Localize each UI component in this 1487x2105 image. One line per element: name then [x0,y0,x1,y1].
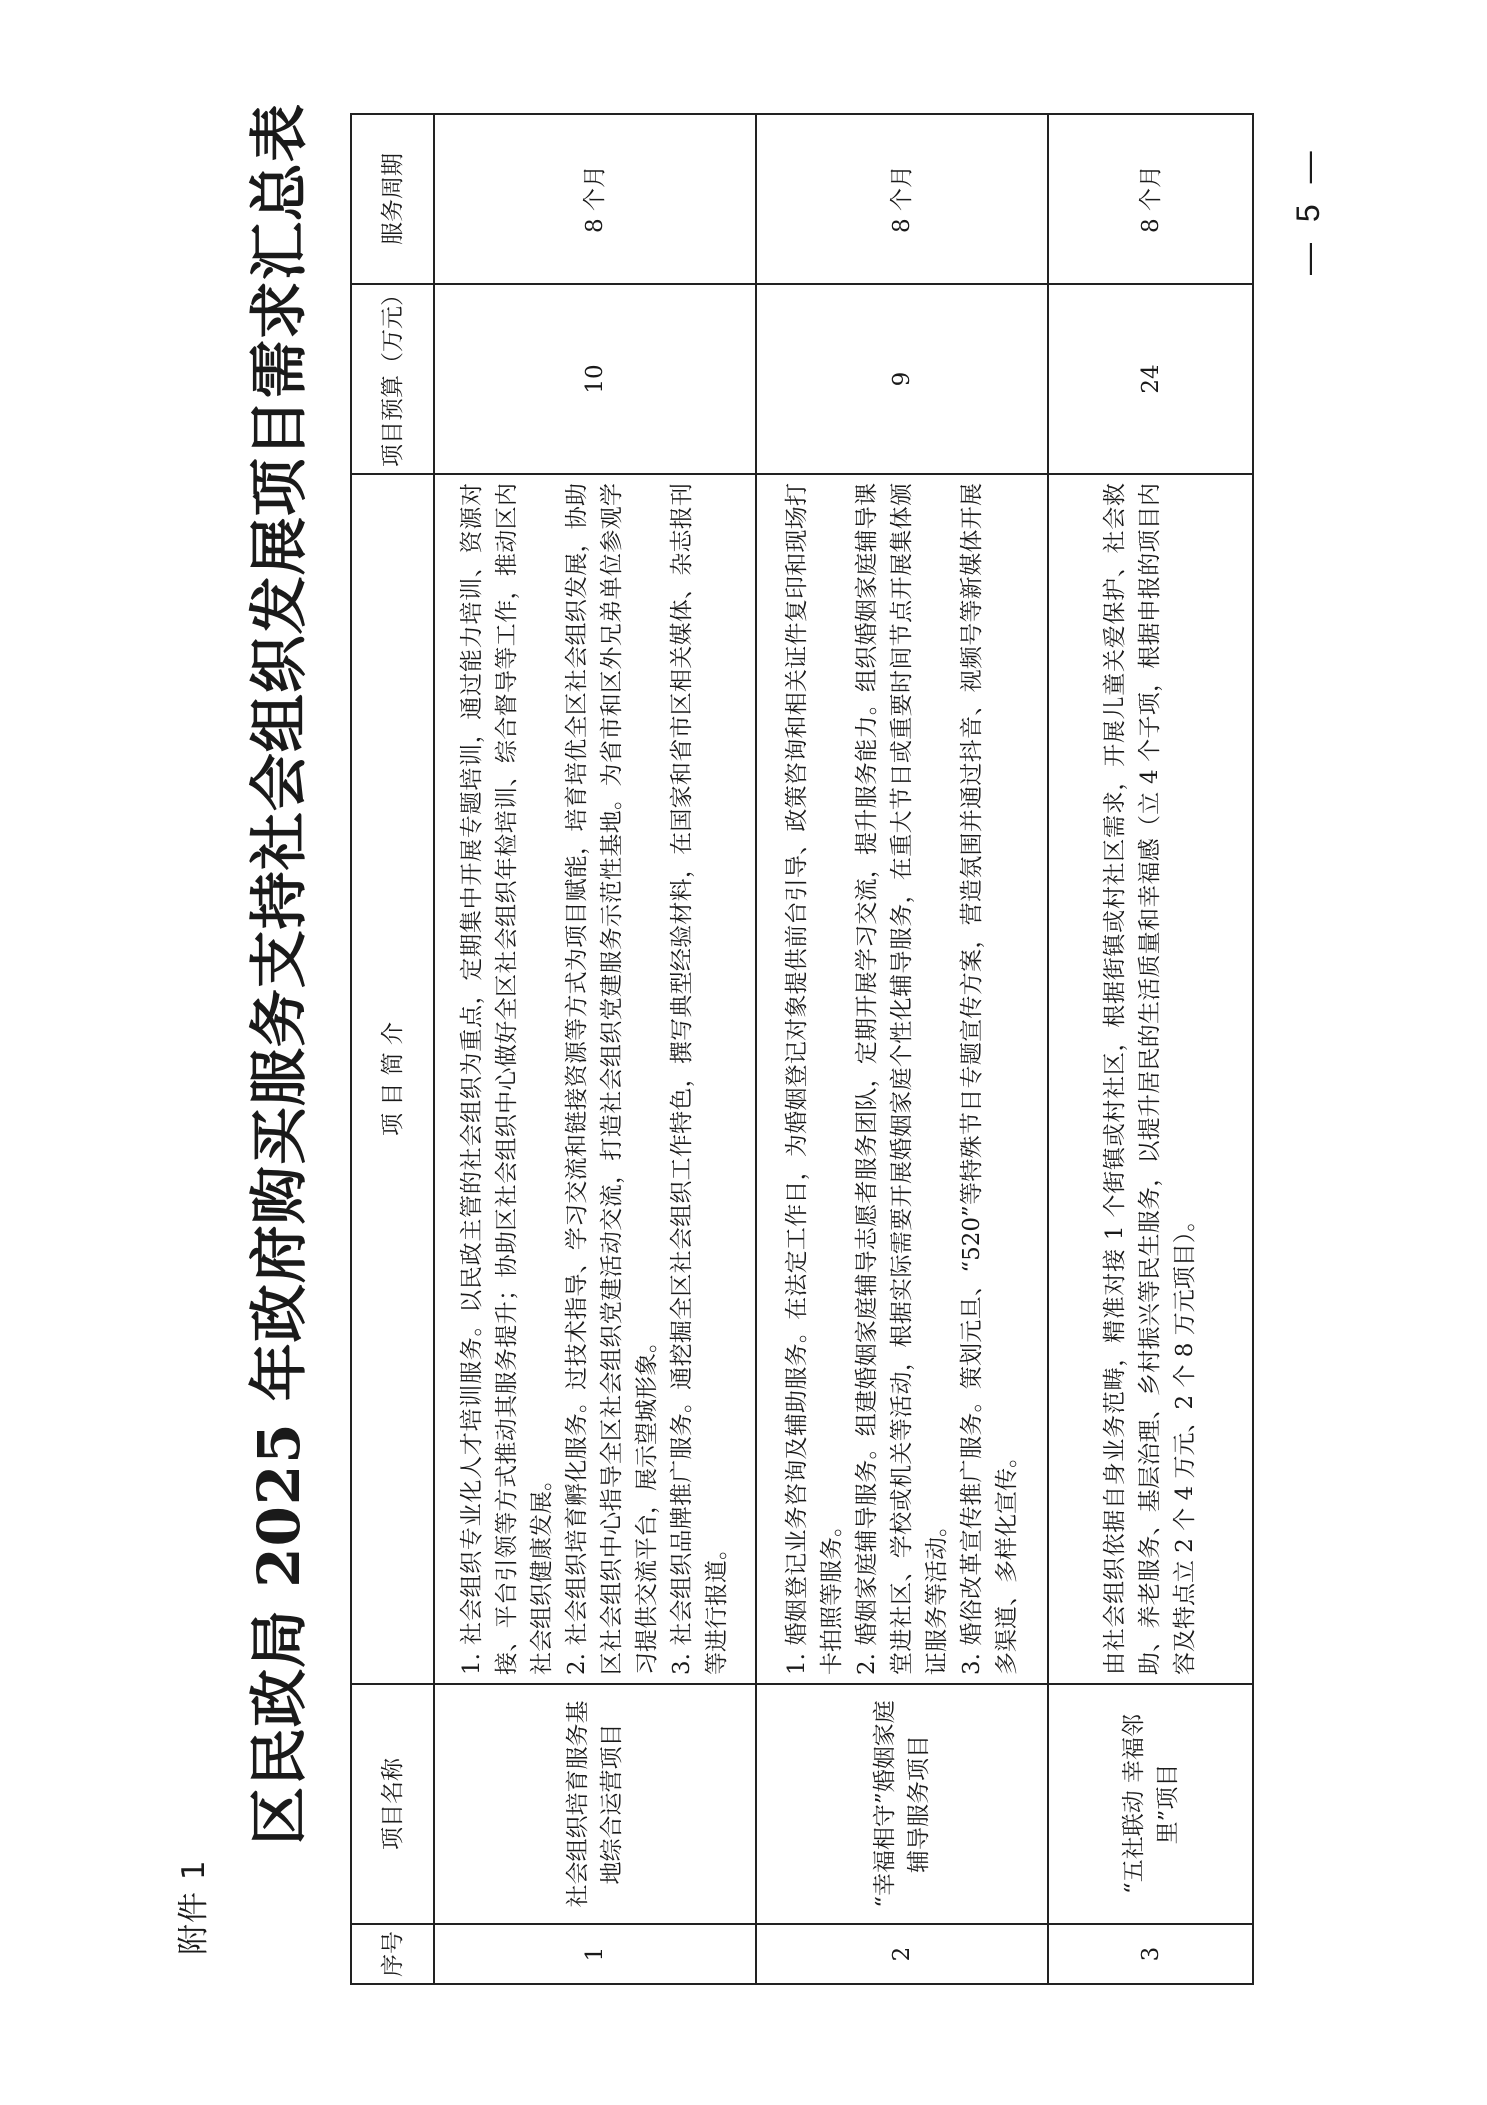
cell-period: 8 个月 [1048,114,1253,284]
table-row [1048,114,1253,1984]
requirements-table [350,113,1254,1985]
intro-paragraph: 2. 社会组织培育孵化服务。过技术指导、学习交流和链接资源等方式为项目赋能，培育培优全区社会组织发展，协助区社会组织中心指导全区社会组织党建活动交流，打造社会组织党建服务示范性基地。为省市和区外兄弟单位参观学习提供交流平台，展示望城形象。 [564,483,660,1675]
cell-no: 2 [756,1924,1048,1984]
cell-name: “幸福相守”婚姻家庭辅导服务项目 [756,1684,1048,1924]
cell-name: 社会组织培育服务基地综合运营项目 [434,1684,756,1924]
cell-budget: 10 [434,284,756,474]
header-budget: 项目预算（万元） [351,284,434,474]
intro-paragraph: 1. 婚姻登记业务咨询及辅助服务。在法定工作日，为婚姻登记对象提供前台引导、政策咨询和相关证件复印和现场打卡拍照等服务。 [783,483,845,1675]
table-header-row [351,114,434,1984]
cell-period: 8 个月 [434,114,756,284]
cell-no: 3 [1048,1924,1253,1984]
intro-paragraph: 3. 婚俗改革宣传推广服务。策划元旦、“520”等特殊节日专题宣传方案，营造氛围并通过抖音、视频号等新媒体开展多渠道、多样化宣传。 [958,483,1020,1675]
cell-name: “五社联动 幸福邻里”项目 [1048,1684,1253,1924]
table-row [756,114,1048,1984]
attachment-label: 附件 1 [176,1859,212,1955]
cell-budget: 9 [756,284,1048,474]
document-title: 区民政局 2025 年政府购买服务支持社会组织发展项目需求汇总表 [245,103,313,1845]
intro-paragraph: 2. 婚姻家庭辅导服务。组建婚姻家庭辅导志愿者服务团队，定期开展学习交流，提升服务能力。组织婚姻家庭辅导课堂进社区、学校或机关等活动，根据实际需要开展婚姻家庭个性化辅导服务，在重大节日或重要时间节点开展集体颁证服务等活动。 [853,483,950,1675]
cell-no: 1 [434,1924,756,1984]
page-number: — 5 — [1290,145,1326,275]
header-intro: 项 目 简 介 [351,474,434,1684]
intro-paragraph: 3. 社会组织品牌推广服务。通挖掘全区社会组织工作特色，撰写典型经验材料，在国家和省市区相关媒体、杂志报刊等进行报道。 [669,483,730,1675]
header-no: 序号 [351,1924,434,1984]
header-name: 项目名称 [351,1684,434,1924]
table-row [434,114,756,1984]
header-period: 服务周期 [351,114,434,284]
cell-budget: 24 [1048,284,1253,474]
intro-paragraph: 1. 社会组织专业化人才培训服务。以民政主管的社会组织为重点，定期集中开展专题培训，通过能力培训、资源对接、平台引领等方式推动其服务提升；协助区社会组织中心做好全区社会组织年检培训、综合督导等工作，推动区内社会组织健康发展。 [459,483,555,1675]
cell-intro [434,474,756,1684]
intro-paragraph: 由社会组织依据自身业务范畴，精准对接 1 个街镇或村社区，根据街镇或村社区需求，开展儿童关爱保护、社会救助、养老服务、基层治理、乡村振兴等民生服务，以提升居民的生活质量和幸福感（立 4 个子项，根据申报的项目内容及特点立 2 个 4 万元、2 个 8 万元项目）。 [1102,483,1198,1675]
cell-intro [756,474,1048,1684]
cell-intro [1048,474,1253,1684]
cell-period: 8 个月 [756,114,1048,284]
